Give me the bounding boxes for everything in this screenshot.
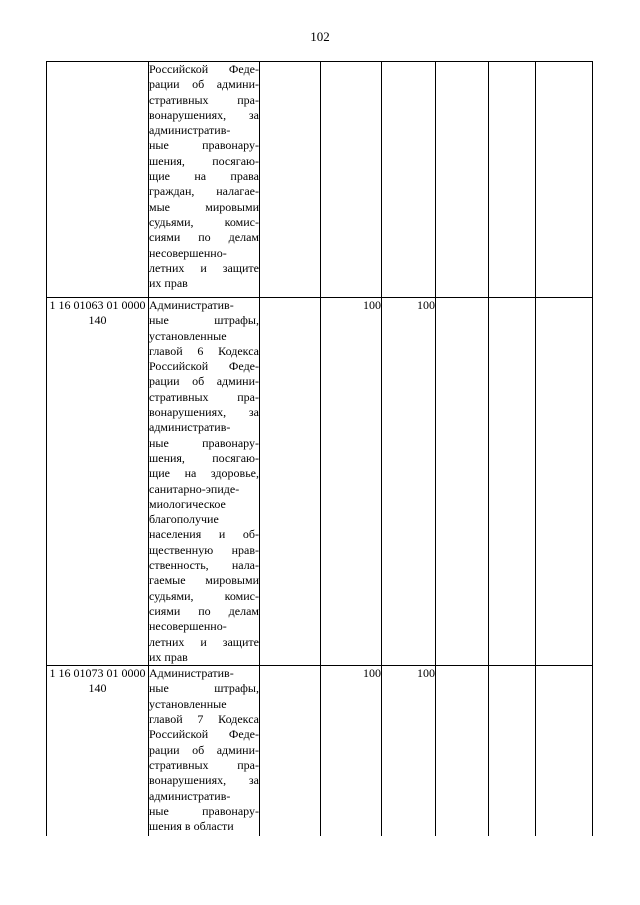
amount-cell-col6 bbox=[436, 666, 489, 837]
table-row bbox=[47, 666, 593, 837]
description-line: летних и защите bbox=[149, 634, 259, 649]
description-cell bbox=[149, 666, 260, 837]
amount-cell-col4: 100 bbox=[321, 298, 382, 666]
description-line: установленные bbox=[149, 328, 227, 343]
page-number: 102 bbox=[310, 29, 330, 44]
budget-code-cell: 1 16 01073 01 0000 140 bbox=[47, 666, 149, 837]
description-line: щие на здоровье, bbox=[149, 466, 259, 481]
description-line: судьями, комис- bbox=[149, 214, 259, 229]
amount-cell-col8 bbox=[536, 666, 593, 837]
amount-cell-col3 bbox=[260, 666, 321, 837]
description-line: административ- bbox=[149, 123, 231, 138]
description-line: Административ- bbox=[149, 666, 234, 681]
amount-cell-col3 bbox=[260, 62, 321, 298]
description-line: гаемые мировыми bbox=[149, 573, 259, 588]
description-line: вонарушениях, за bbox=[149, 405, 259, 420]
description-line: граждан, налагае- bbox=[149, 184, 259, 199]
description-line: Российской Феде- bbox=[149, 359, 259, 374]
amount-cell-col3 bbox=[260, 298, 321, 666]
description-line: административ- bbox=[149, 788, 231, 803]
budget-table bbox=[46, 61, 593, 836]
description-line: установленные bbox=[149, 696, 227, 711]
description-line: летних и защите bbox=[149, 260, 259, 275]
description-line: населения и об- bbox=[149, 527, 259, 542]
amount-cell-col4 bbox=[321, 62, 382, 298]
description-line: ные штрафы, bbox=[149, 681, 259, 696]
amount-cell-col7 bbox=[489, 666, 536, 837]
description-cell bbox=[149, 298, 260, 666]
amount-cell-col6 bbox=[436, 62, 489, 298]
amount-cell-col8 bbox=[536, 62, 593, 298]
description-line: шения, посягаю- bbox=[149, 153, 259, 168]
description-line: Административ- bbox=[149, 298, 234, 312]
description-line: несовершенно- bbox=[149, 619, 227, 634]
description-line: мые мировыми bbox=[149, 199, 259, 214]
amount-cell-col6 bbox=[436, 298, 489, 666]
description-line: благополучие bbox=[149, 512, 219, 527]
budget-code-cell: 1 16 01063 01 0000 140 bbox=[47, 298, 149, 666]
description-line: ные штрафы, bbox=[149, 313, 259, 328]
amount-cell-col5: 100 bbox=[382, 298, 436, 666]
description-line: санитарно-эпиде- bbox=[149, 481, 240, 496]
description-line: шения, посягаю- bbox=[149, 450, 259, 465]
table-row bbox=[47, 298, 593, 666]
description-line: их прав bbox=[149, 276, 188, 291]
description-line: административ- bbox=[149, 420, 231, 435]
description-line: рации об админи- bbox=[149, 77, 259, 92]
amount-cell-col4: 100 bbox=[321, 666, 382, 837]
description-line: рации об админи- bbox=[149, 374, 259, 389]
description-line: Российской Феде- bbox=[149, 62, 259, 76]
description-line: их прав bbox=[149, 649, 188, 664]
amount-cell-col5: 100 bbox=[382, 666, 436, 837]
budget-code-cell bbox=[47, 62, 149, 298]
description-line: сиями по делам bbox=[149, 230, 259, 245]
description-line: щественную нрав- bbox=[149, 542, 259, 557]
description-line: несовершенно- bbox=[149, 245, 227, 260]
description-line: стративных пра- bbox=[149, 389, 259, 404]
description-line: вонарушениях, за bbox=[149, 773, 259, 788]
description-line: Российской Феде- bbox=[149, 727, 259, 742]
description-line: вонарушениях, за bbox=[149, 107, 259, 122]
description-line: ственность, нала- bbox=[149, 558, 259, 573]
amount-cell-col8 bbox=[536, 298, 593, 666]
description-line: щие на права bbox=[149, 169, 259, 184]
description-line: рации об админи- bbox=[149, 742, 259, 757]
description-line: миологическое bbox=[149, 496, 226, 511]
amount-cell-col7 bbox=[489, 298, 536, 666]
amount-cell-col7 bbox=[489, 62, 536, 298]
table-row bbox=[47, 62, 593, 298]
description-line: ные правонару- bbox=[149, 435, 259, 450]
description-line: стративных пра- bbox=[149, 92, 259, 107]
description-line: судьями, комис- bbox=[149, 588, 259, 603]
description-line: главой 6 Кодекса bbox=[149, 343, 259, 358]
description-line: главой 7 Кодекса bbox=[149, 712, 259, 727]
description-line: ные правонару- bbox=[149, 803, 259, 818]
description-line: ные правонару- bbox=[149, 138, 259, 153]
description-line: шения в области bbox=[149, 819, 234, 834]
description-cell bbox=[149, 62, 260, 298]
amount-cell-col5 bbox=[382, 62, 436, 298]
description-line: стративных пра- bbox=[149, 757, 259, 772]
description-line: сиями по делам bbox=[149, 603, 259, 618]
